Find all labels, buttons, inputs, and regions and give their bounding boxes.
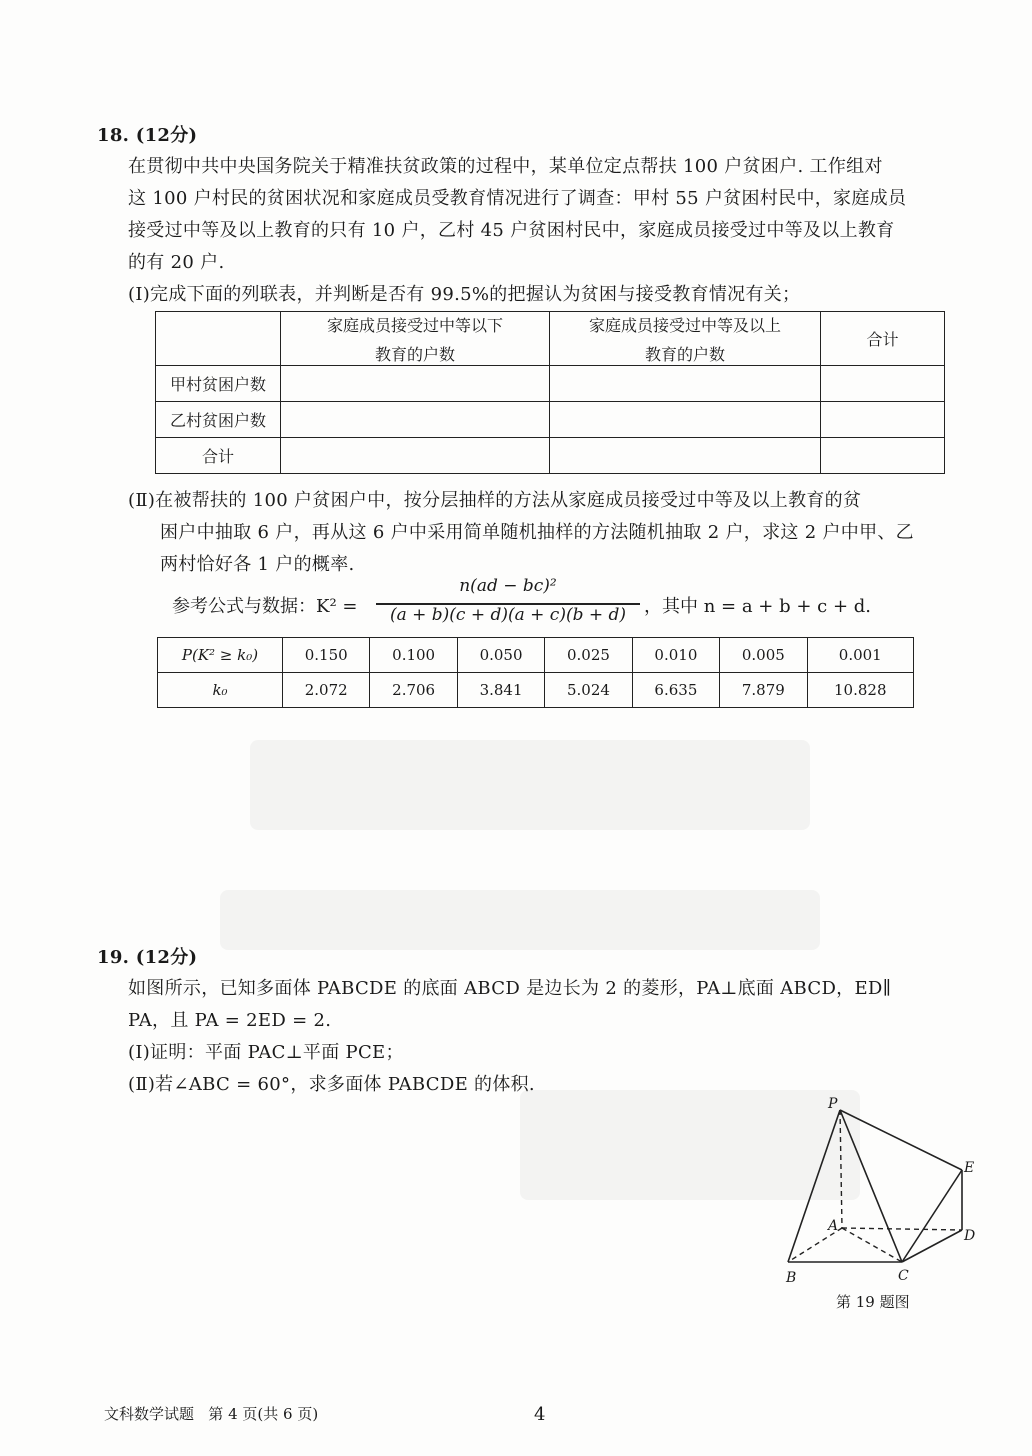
blank-cell xyxy=(281,438,550,474)
p-value-cell: 0.005 xyxy=(720,638,807,673)
k-value-cell: 6.635 xyxy=(632,673,719,708)
p-value-cell: 0.100 xyxy=(370,638,457,673)
q18-part2-line: 两村恰好各 1 户的概率. xyxy=(160,554,355,575)
header-line: 家庭成员接受过中等及以上 xyxy=(588,315,781,335)
k-table-row-label: P(K² ≥ k₀) xyxy=(158,638,283,673)
edge-PA xyxy=(840,1110,842,1228)
row-label: 合计 xyxy=(156,438,281,474)
blank-cell xyxy=(550,438,821,474)
table-header xyxy=(550,312,821,366)
k-value-cell: 2.072 xyxy=(283,673,370,708)
k-square-table xyxy=(157,637,914,708)
q18-paragraph-line: 接受过中等及以上教育的只有 10 户，乙村 45 户贫困村民中，家庭成员接受过中等及以上教育 xyxy=(128,220,895,241)
vertex-label-A: A xyxy=(828,1218,839,1234)
vertex-label-E: E xyxy=(964,1160,975,1176)
q18-part2-line: (Ⅱ)在被帮扶的 100 户贫困户中，按分层抽样的方法从家庭成员接受过中等及以上教育的贫 xyxy=(128,490,862,511)
q19-paragraph-line: PA，且 PA = 2ED = 2. xyxy=(128,1010,332,1031)
p-value-cell: 0.025 xyxy=(545,638,632,673)
vertex-label-P: P xyxy=(828,1096,838,1112)
edge-PB xyxy=(788,1110,840,1262)
vertex-label-D: D xyxy=(964,1228,976,1244)
q19-part1: (Ⅰ)证明：平面 PAC⊥平面 PCE； xyxy=(128,1042,404,1063)
contingency-table xyxy=(155,311,945,474)
formula-tail: ，其中 n = a + b + c + d. xyxy=(644,596,871,617)
q19-part2: (Ⅱ)若∠ABC = 60°，求多面体 PABCDE 的体积. xyxy=(128,1074,535,1095)
p-value-cell: 0.150 xyxy=(283,638,370,673)
table-header: 合计 xyxy=(821,312,945,366)
q19-heading: 19. (12分) xyxy=(97,947,198,968)
vertex-label-B: B xyxy=(786,1270,797,1286)
blank-cell xyxy=(281,366,550,402)
scan-noise xyxy=(250,740,810,830)
header-line: 家庭成员接受过中等以下 xyxy=(326,315,503,335)
blank-cell xyxy=(281,402,550,438)
edge-PC xyxy=(840,1110,902,1262)
q18-paragraph-line: 的有 20 户. xyxy=(128,252,225,273)
header-line: 教育的户数 xyxy=(644,344,725,364)
table-corner-cell xyxy=(156,312,281,366)
header-line: 教育的户数 xyxy=(374,344,455,364)
q18-part2-line: 困户中抽取 6 户，再从这 6 户中采用简单随机抽样的方法随机抽取 2 户，求这 2 户中甲、乙 xyxy=(160,522,914,543)
figure-caption: 第 19 题图 xyxy=(836,1293,910,1311)
q18-heading: 18. (12分) xyxy=(97,125,198,146)
blank-cell xyxy=(821,402,945,438)
k-value-cell: 10.828 xyxy=(807,673,913,708)
row-label: 乙村贫困户数 xyxy=(156,402,281,438)
q18-paragraph-line: 这 100 户村民的贫困状况和家庭成员受教育情况进行了调查：甲村 55 户贫困村民中，家庭成员 xyxy=(128,188,907,209)
polyhedron-figure xyxy=(770,1090,1000,1320)
edge-CD xyxy=(902,1230,962,1262)
k-value-cell: 5.024 xyxy=(545,673,632,708)
edge-AC xyxy=(842,1228,902,1262)
p-value-cell: 0.010 xyxy=(632,638,719,673)
k-value-cell: 2.706 xyxy=(370,673,457,708)
blank-cell xyxy=(821,438,945,474)
edge-AD xyxy=(842,1228,962,1230)
blank-cell xyxy=(550,402,821,438)
footer-exam-info: 文科数学试题 第 4 页(共 6 页) xyxy=(104,1405,319,1423)
formula-denominator: (a + b)(c + d)(a + c)(b + d) xyxy=(389,605,627,625)
edge-PE xyxy=(840,1110,962,1170)
formula-lead: 参考公式与数据：K² = xyxy=(172,596,358,617)
edge-CE xyxy=(902,1170,962,1262)
table-header xyxy=(281,312,550,366)
q18-paragraph-line: 在贯彻中共中央国务院关于精准扶贫政策的过程中，某单位定点帮扶 100 户贫困户. 工作组对 xyxy=(128,156,883,177)
page-number: 4 xyxy=(534,1404,546,1425)
k-value-cell: 3.841 xyxy=(457,673,544,708)
formula-numerator: n(ad − bc)² xyxy=(459,576,557,596)
scan-noise xyxy=(220,890,820,950)
row-label: 甲村贫困户数 xyxy=(156,366,281,402)
q18-part1: (Ⅰ)完成下面的列联表，并判断是否有 99.5%的把握认为贫困与接受教育情况有关； xyxy=(128,284,801,305)
blank-cell xyxy=(550,366,821,402)
k-value-cell: 7.879 xyxy=(720,673,807,708)
p-value-cell: 0.001 xyxy=(807,638,913,673)
p-value-cell: 0.050 xyxy=(457,638,544,673)
vertex-label-C: C xyxy=(898,1268,909,1284)
q19-paragraph-line: 如图所示，已知多面体 PABCDE 的底面 ABCD 是边长为 2 的菱形，PA⊥底面 ABCD，ED∥ xyxy=(128,978,892,999)
blank-cell xyxy=(821,366,945,402)
k-table-row-label: k₀ xyxy=(158,673,283,708)
